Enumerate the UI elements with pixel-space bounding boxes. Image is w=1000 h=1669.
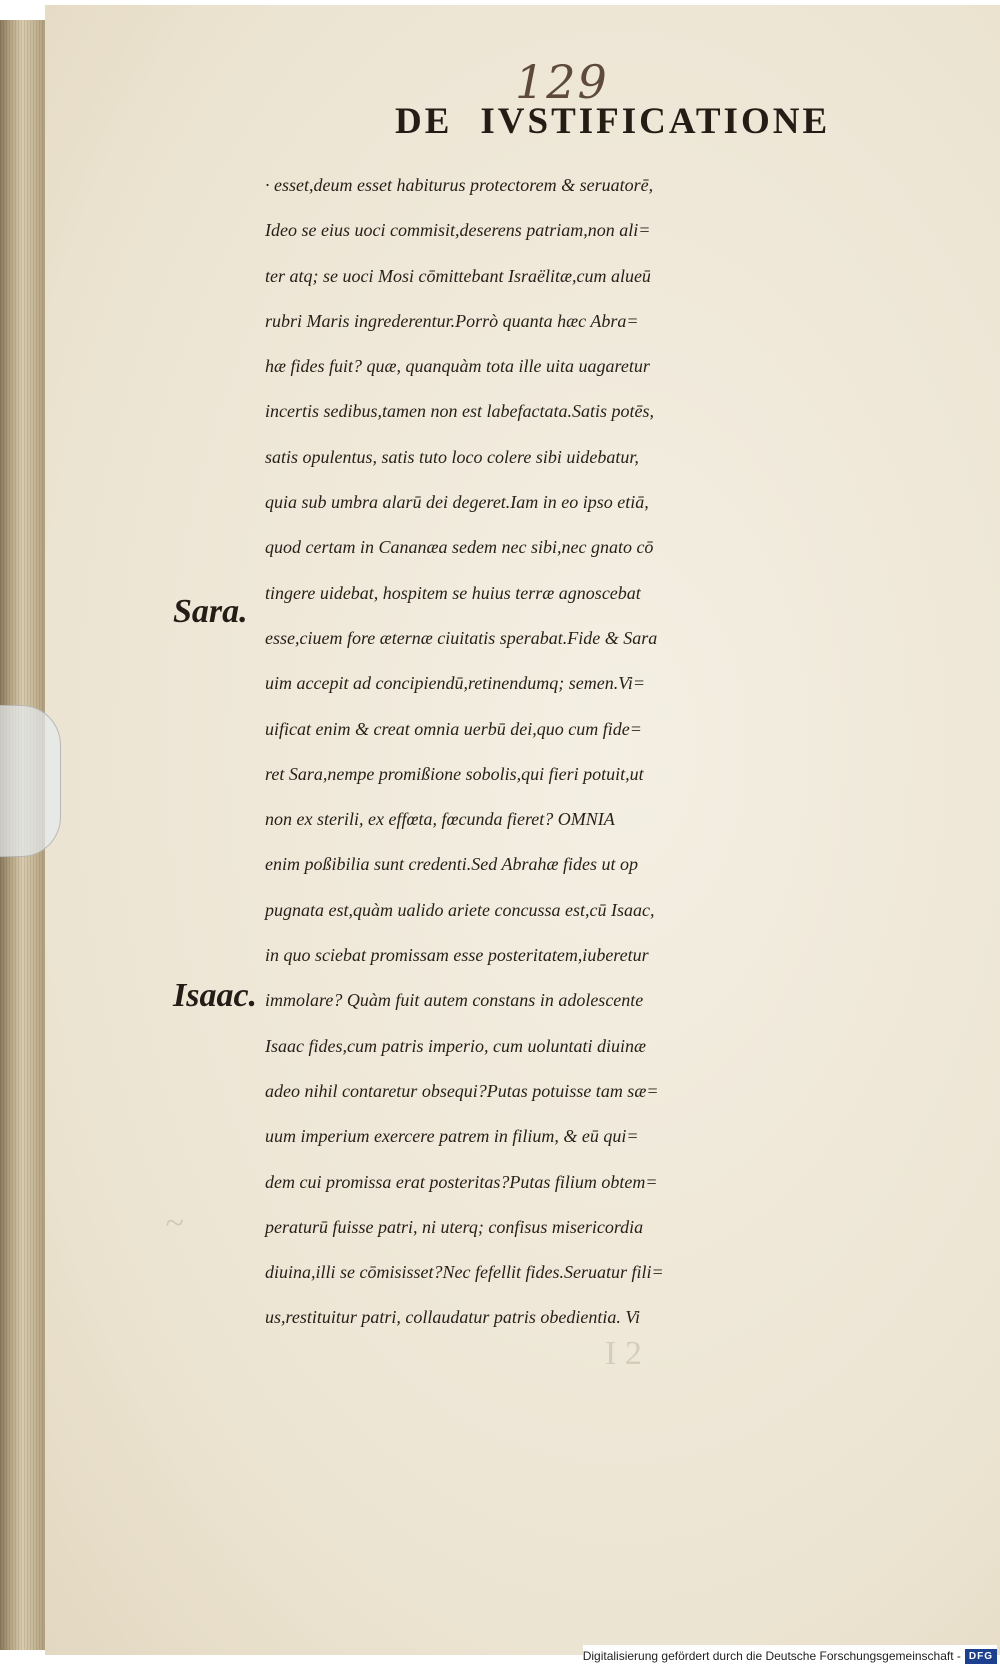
text-line: adeo nihil contaretur obsequi?Putas potuisse tam sæ=: [265, 1080, 659, 1101]
text-line: us,restituitur patri, collaudatur patris obedientia. Vi: [265, 1307, 641, 1328]
text-line: dem cui promissa erat posteritas?Putas filium obtem=: [265, 1171, 658, 1192]
digitization-footer: [583, 1645, 997, 1667]
text-line: · esset,deum esset habiturus protectorem & seruatorē,: [265, 175, 654, 195]
text-line: uim accepit ad concipiendū,retinendumq; semen.Vi=: [265, 673, 646, 694]
text-line: incertis sedibus,tamen non est labefactata.Satis potēs,: [265, 401, 654, 422]
text-line: esse,ciuem fore æternæ ciuitatis sperabat.Fide & Sara: [265, 627, 658, 648]
text-line: rubri Maris ingrederentur.Porrò quanta hæc Abra=: [265, 310, 639, 331]
text-line: quod certam in Cananæa sedem nec sibi,nec gnato cō: [265, 537, 654, 558]
text-line: uificat enim & creat omnia uerbū dei,quo cum fide=: [265, 718, 642, 739]
margin-note-sara: Sara.: [173, 593, 248, 630]
text-line: diuina,illi se cōmisisset?Nec fefellit fides.Seruatur fili=: [265, 1262, 664, 1283]
text-line: quia sub umbra alarū dei degeret.Iam in eo ipso etiā,: [265, 492, 649, 513]
bleed-through-mark: ~: [165, 1205, 184, 1242]
running-head-word-1: DE: [395, 101, 453, 142]
text-line: pugnata est,quàm ualido ariete concussa est,cū Isaac,: [265, 899, 655, 920]
footer-text: Digitalisierung gefördert durch die Deutsche Forschungsgemeinschaft -: [582, 1649, 961, 1663]
text-line: peraturū fuisse patri, ni uterq; confisus misericordia: [265, 1216, 644, 1237]
page-clip: [0, 705, 61, 857]
dfg-logo-icon: DFG: [965, 1649, 997, 1664]
text-line: in quo sciebat promissam esse posteritatem,iuberetur: [265, 945, 649, 966]
text-line: immolare? Quàm fuit autem constans in adolescente: [265, 990, 644, 1011]
text-line: non ex sterili, ex effœta, fœcunda fieret? OMNIA: [265, 809, 615, 830]
text-line: tingere uidebat, hospitem se huius terræ agnoscebat: [265, 582, 641, 603]
running-head-word-2: IVSTIFICATIONE: [480, 101, 831, 142]
book-page: [45, 5, 1000, 1655]
text-line: hæ fides fuit? quæ, quanquàm tota ille uita uagaretur: [265, 356, 650, 377]
text-line: satis opulentus, satis tuto loco colere sibi uidebatur,: [265, 446, 639, 467]
text-line: Ideo se eius uoci commisit,deserens patriam,non ali=: [265, 220, 651, 241]
body-text: [265, 163, 995, 1341]
margin-note-isaac: Isaac.: [173, 977, 258, 1014]
signature-mark: I 2: [605, 1335, 642, 1372]
text-line: Isaac fides,cum patris imperio, cum uoluntati diuinæ: [265, 1035, 646, 1056]
running-head: [395, 100, 830, 143]
page-number: 129: [515, 55, 609, 109]
text-line: ter atq; se uoci Mosi cōmittebant Israëlitæ,cum alueū: [265, 265, 651, 286]
text-line: ret Sara,nempe promißione sobolis,qui fieri potuit,ut: [265, 763, 644, 784]
text-line: enim poßibilia sunt credenti.Sed Abrahæ fides ut op: [265, 854, 638, 875]
text-line: uum imperium exercere patrem in filium, & eū qui=: [265, 1126, 639, 1147]
